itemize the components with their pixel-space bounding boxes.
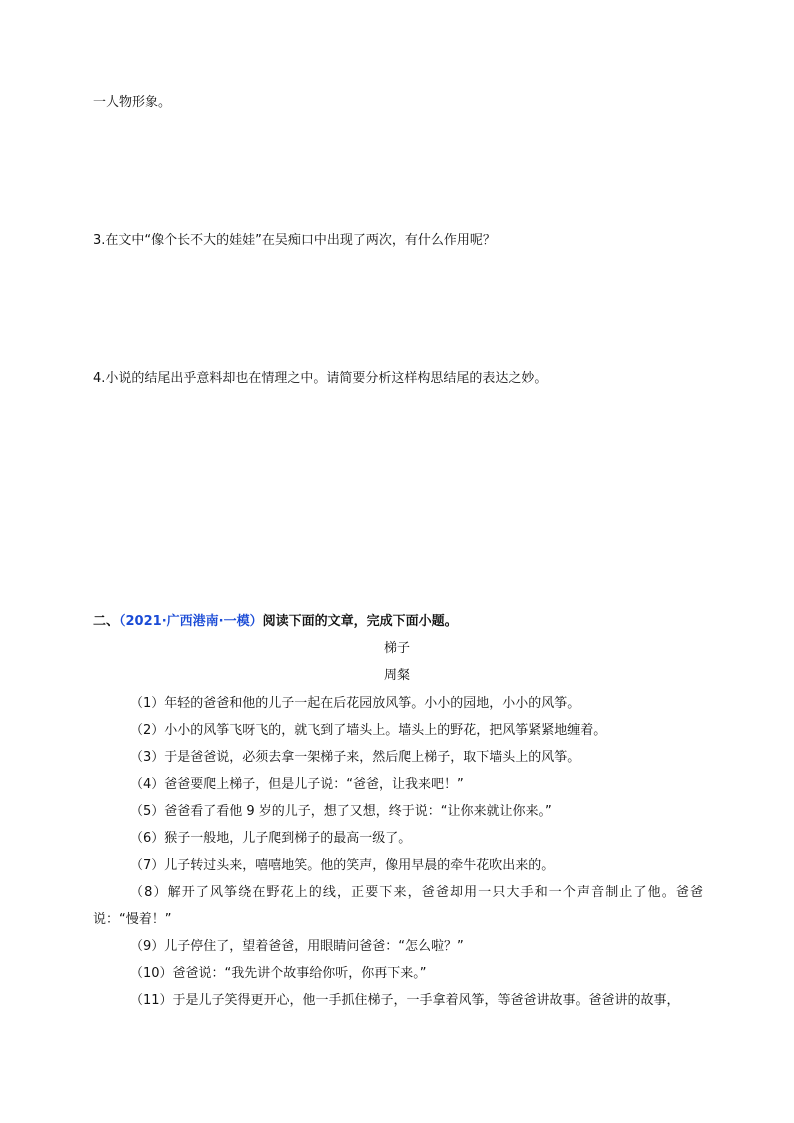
section-instruction: 阅读下面的文章，完成下面小题。 <box>262 614 458 629</box>
article-paragraph: （7）儿子转过头来，嘻嘻地笑。他的笑声，像用早晨的牵牛花吹出来的。 <box>130 858 555 873</box>
article-paragraph: （1）年轻的爸爸和他的儿子一起在后花园放风筝。小小的园地，小小的风筝。 <box>130 696 581 711</box>
article-paragraph: （8）解开了风筝绕在野花上的线，正要下来，爸爸却用一只大手和一个声音制止了他。爸爸说：“慢着！” <box>93 885 703 927</box>
article-paragraph: （11）于是儿子笑得更开心，他一手抓住梯子，一手拿着风筝，等爸爸讲故事。爸爸讲的故事， <box>130 993 680 1008</box>
section-heading <box>93 612 458 632</box>
question-3: 3.在文中“像个长不大的娃娃”在吴痴口中出现了两次，有什么作用呢？ <box>93 233 496 248</box>
article-body <box>93 690 703 1014</box>
previous-answer-fragment: 一人物形象。 <box>93 95 172 110</box>
article-paragraph: （3）于是爸爸说，必须去拿一架梯子来，然后爬上梯子，取下墙头上的风筝。 <box>130 750 581 765</box>
article-author: 周粲 <box>383 668 410 683</box>
article-paragraph: （4）爸爸要爬上梯子，但是儿子说：“爸爸，让我来吧！” <box>130 777 464 792</box>
article-title: 梯子 <box>383 641 410 656</box>
question-4: 4.小说的结尾出乎意料却也在情理之中。请简要分析这样构思结尾的表达之妙。 <box>93 371 548 386</box>
article-paragraph: （9）儿子停住了，望着爸爸，用眼睛问爸爸：“怎么啦？” <box>130 939 464 954</box>
article-paragraph: （5）爸爸看了看他 9 岁的儿子，想了又想，终于说：“让你来就让你来。” <box>130 804 552 819</box>
section-source: （2021·广西港南·一模） <box>119 614 263 629</box>
article-paragraph: （10）爸爸说：“我先讲个故事给你听，你再下来。” <box>130 966 427 981</box>
section-number: 二、 <box>93 614 120 629</box>
article-paragraph: （6）猴子一般地，儿子爬到梯子的最高一级了。 <box>130 831 412 846</box>
article-paragraph: （2）小小的风筝飞呀飞的，就飞到了墙头上。墙头上的野花，把风筝紧紧地缠着。 <box>130 723 607 738</box>
